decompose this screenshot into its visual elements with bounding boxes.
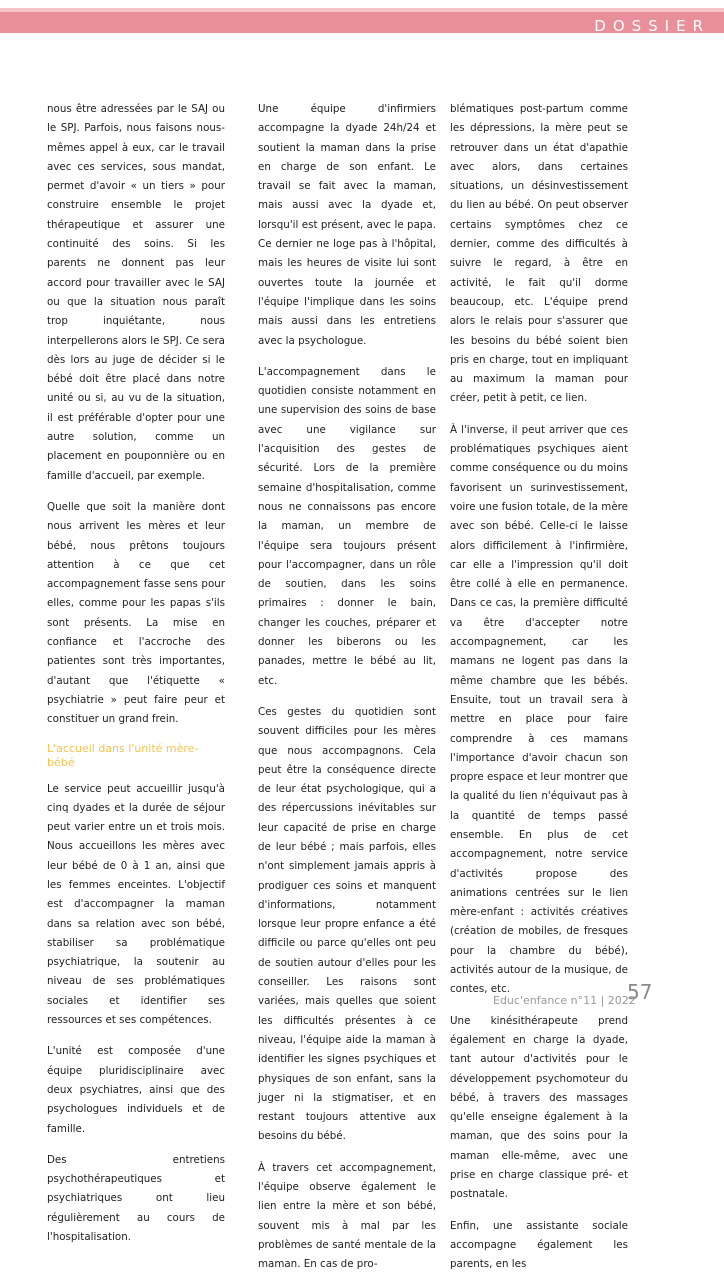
paragraph: L'accompagnement dans le quotidien consiste notamment en une supervision des soins de base avec une vigilance sur l'acquisition des gestes de sécurité. Lors de la première semaine d'hospitalisation, comme nous ne connaissons pas encore la maman, un membre de l'équipe sera toujours présent pour l'accompagner, dans un rôle de soutien, dans les soins primaires : donner le bain, changer les couches, préparer et donner les biberons ou les panades, mettre le bébé au lit, etc.: [258, 365, 436, 687]
paragraph: blématiques post-partum comme les dépressions, la mère peut se retrouver dans un état d'apathie avec alors, dans certaines situations, un désinvestissement du lien au bébé. On peut observer certains symptômes chez ce dernier, comme des difficultés à suivre le regard, à être en activité, le fait qu'il dorme beaucoup, etc. L'équipe prend alors le relais pour s'assurer que les besoins du bébé soient bien pris en charge, tout en impliquant au maximum la maman pour créer, petit à petit, ce lien.: [450, 103, 628, 405]
header-stripe: [0, 8, 724, 12]
paragraph: Enfin, une assistante sociale accompagne également les parents, en les: [450, 1219, 628, 1271]
paragraph: Une kinésithérapeute prend également en charge la dyade, tant autour d'activités pour le développement psychomoteur du bébé, à travers des massages qu'elle enseigne également à la maman, que des soins pour la maman elle-même, avec une prise en charge classique pré- et postnatale.: [450, 1014, 628, 1201]
paragraph: À travers cet accompagnement, l'équipe observe également le lien entre la mère et son bébé, souvent mis à mal par les problèmes de santé mentale de la maman. En cas de pro-: [258, 1161, 436, 1271]
paragraph: nous être adressées par le SAJ ou le SPJ. Parfois, nous faisons nous-mêmes appel à eux, car le travail avec ces services, sous mandat, permet d'avoir « un tiers » pour construire ensemble le projet thérapeutique et assurer une continuité des soins. Si les parents ne donnent pas leur accord pour travailler avec le SAJ ou que la situation nous paraît trop inquiétante, nous interpellerons alors le SPJ. Ce sera dès lors au juge de décider si le bébé doit être placé dans notre unité ou si, au vu de la situation, il est préférable d'opter pour une autre solution, comme un placement en pouponnière ou en famille d'accueil, par exemple.: [47, 103, 225, 482]
paragraph: Le service peut accueillir jusqu'à cinq dyades et la durée de séjour peut varier entre un et trois mois. Nous accueillons les mères avec leur bébé de 0 à 1 an, ainsi que les femmes enceintes. L'objectif est d'accompagner la maman dans sa relation avec son bébé, stabiliser sa problématique psychiatrique, la soutenir au niveau de ses problématiques sociales et identifier ses ressources et ses compétences.: [47, 782, 225, 1027]
section-heading: L'accueil dans l'unité mère-bébé: [47, 741, 199, 769]
page-number: 57: [627, 980, 653, 1004]
section-label: DOSSIER: [594, 17, 710, 35]
header-band: [0, 8, 724, 33]
column-3: [450, 100, 628, 1287]
publication-name: Educ'enfance n°11 | 2022: [493, 994, 636, 1007]
paragraph: À l'inverse, il peut arriver que ces problématiques psychiques aient comme conséquence ou du moins favorisent un surinvestissement, voire une fusion totale, de la mère avec son bébé. Celle-ci le laisse alors difficilement à l'infirmière, car elle a l'impression qu'il doit être collé à elle en permanence. Dans ce cas, la première difficulté va être d'accepter notre accompagnement, car les mamans ne logent pas dans la même chambre que les bébés. Ensuite, tout un travail sera à mettre en place pour faire comprendre à ces mamans l'importance d'avoir chacun son propre espace et leur montrer que la qualité du lien n'équivaut pas à la quantité de temps passé ensemble. En plus de cet accompagnement, notre service d'activités propose des animations centrées sur le lien mère-enfant : activités créatives (création de mobiles, de fresques pour la chambre du bébé), activités autour de la musique, de contes, etc.: [450, 423, 628, 996]
paragraph: Quelle que soit la manière dont nous arrivent les mères et leur bébé, nous prêtons toujours attention à ce que cet accompagnement fasse sens pour elles, comme pour les papas s'ils sont présents. La mise en confiance et l'accroche des patientes sont très importantes, d'autant que l'étiquette « psychiatrie » peut faire peur et constituer un grand frein.: [47, 500, 225, 726]
paragraph: Des entretiens psychothérapeutiques et psychiatriques ont lieu régulièrement au cours de l'hospitalisation.: [47, 1153, 225, 1244]
paragraph: L'unité est composée d'une équipe pluridisciplinaire avec deux psychiatres, ainsi que des psychologues individuels et de famille.: [47, 1045, 225, 1135]
column-1: [47, 100, 225, 1259]
paragraph: Une équipe d'infirmiers accompagne la dyade 24h/24 et soutient la maman dans la prise en charge de son enfant. Le travail se fait avec la maman, mais aussi avec la dyade et, lorsqu'il est présent, avec le papa. Ce dernier ne loge pas à l'hôpital, mais les heures de visite lui sont ouvertes toute la journée et l'équipe l'implique dans les soins mais aussi dans les entretiens avec la psychologue.: [258, 103, 436, 347]
paragraph: Ces gestes du quotidien sont souvent difficiles pour les mères que nous accompagnons. Cela peut être la conséquence directe de leur état psychologique, qui a des répercussions inévitables sur leur capacité de prise en charge de leur bébé ; mais parfois, elles n'ont simplement jamais appris à prodiguer ces soins et manquent d'informations, notamment lorsque leur propre enfance a été difficile ou parce qu'elles ont peu de soutien autour d'elles pour les conseiller. Les raisons sont variées, mais quelles que soient les difficultés présentes à ce niveau, l'équipe aide la maman à identifier les signes psychiques et physiques de son enfant, sans la juger ni la stigmatiser, et en restant toujours attentive aux besoins du bébé.: [258, 705, 436, 1143]
column-2: [258, 100, 436, 1287]
